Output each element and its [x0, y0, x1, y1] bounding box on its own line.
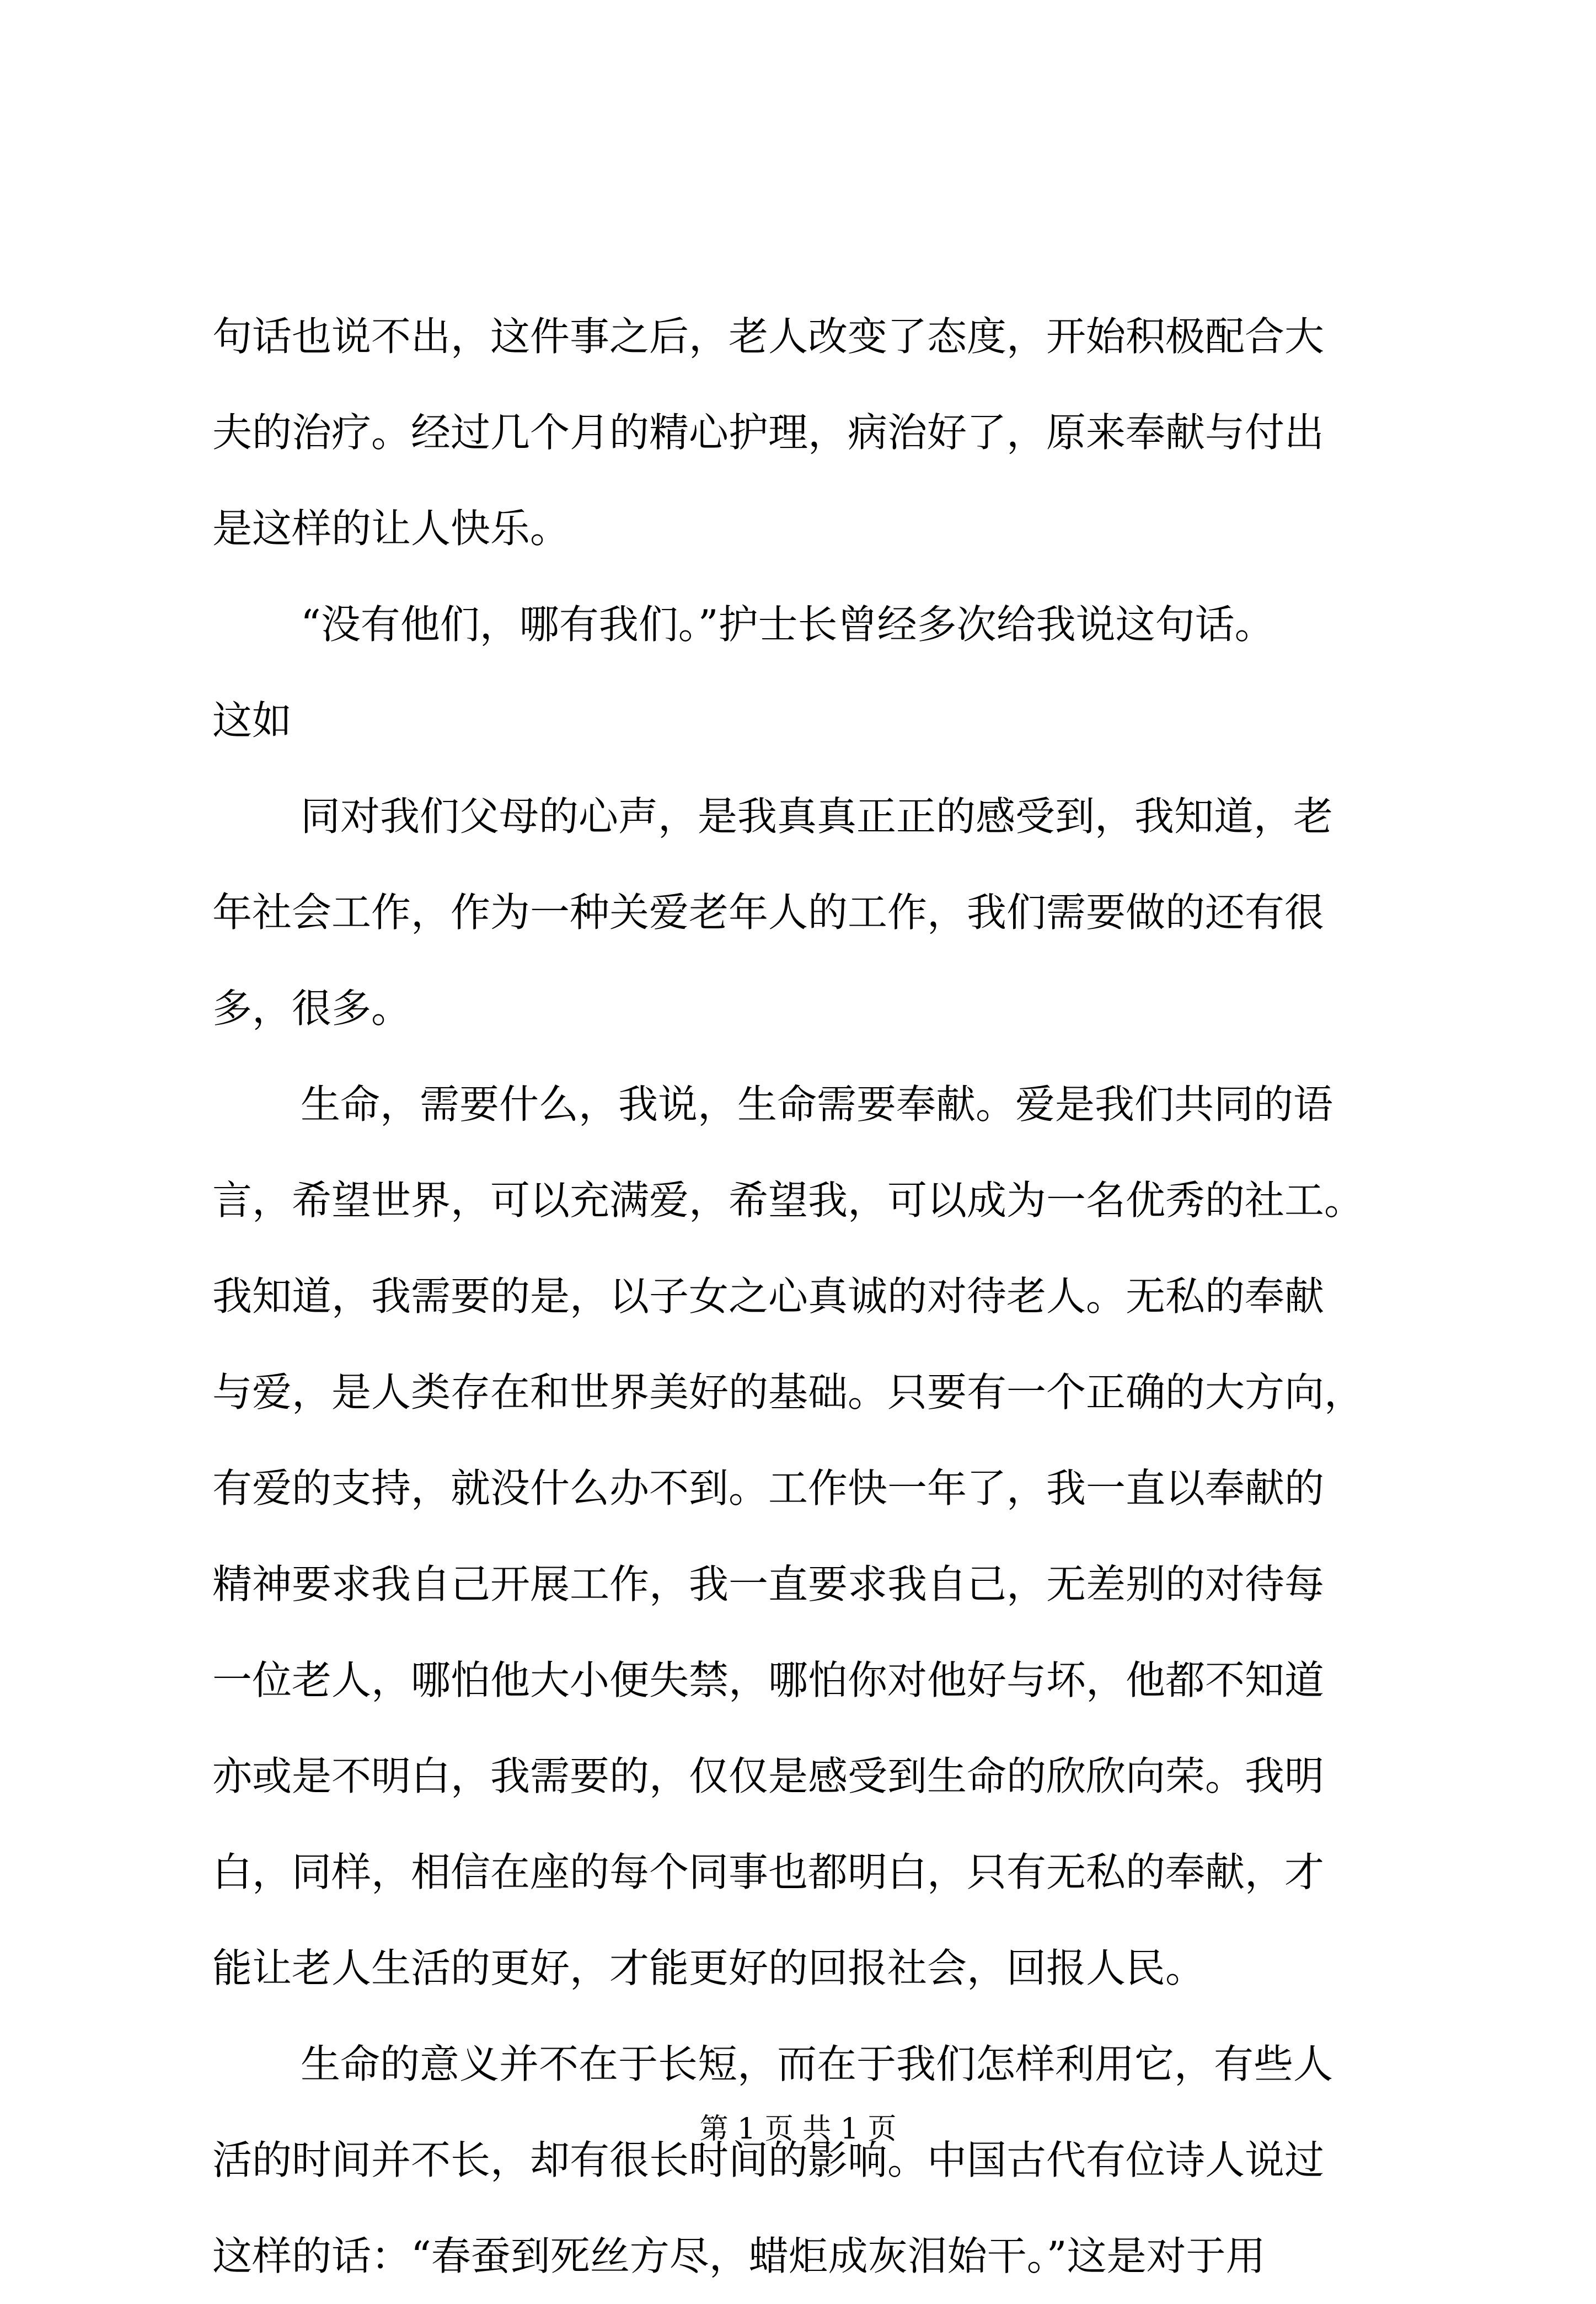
- text-line: 亦或是不明白，我需要的，仅仅是感受到生命的欣欣向荣。我明: [212, 1753, 1325, 1799]
- text-line: 同对我们父母的心声，是我真真正正的感受到，我知道，老: [301, 793, 1333, 840]
- text-line: 年社会工作，作为一种关爱老年人的工作，我们需要做的还有很: [212, 889, 1325, 936]
- text-line: 一位老人，哪怕他大小便失禁，哪怕你对他好与坏，他都不知道: [212, 1657, 1325, 1703]
- text-line: 我知道，我需要的是，以子女之心真诚的对待老人。无私的奉献: [212, 1273, 1325, 1319]
- text-line: 白，同样，相信在座的每个同事也都明白，只有无私的奉献，才: [212, 1849, 1325, 1895]
- text-line: 精神要求我自己开展工作，我一直要求我自己，无差别的对待每: [212, 1561, 1325, 1607]
- text-line: 能让老人生活的更好，才能更好的回报社会，回报人民。: [212, 1945, 1206, 1991]
- text-line: 句话也说不出，这件事之后，老人改变了态度，开始积极配合大: [212, 313, 1325, 360]
- page-footer: 第 1 页 共 1 页: [699, 2113, 897, 2146]
- text-line: 与爱，是人类存在和世界美好的基础。只要有一个正确的大方向，: [212, 1369, 1364, 1415]
- text-line: 言，希望世界，可以充满爱，希望我，可以成为一名优秀的社工。: [212, 1177, 1364, 1223]
- text-line: 这如: [212, 697, 292, 744]
- text-line: 生命，需要什么，我说，生命需要奉献。爱是我们共同的语: [301, 1081, 1333, 1127]
- text-line: 有爱的支持，就没什么办不到。工作快一年了，我一直以奉献的: [212, 1465, 1325, 1511]
- text-line: 这样的话：“春蚕到死丝方尽，蜡炬成灰泪始干。”这是对于用: [212, 2233, 1266, 2279]
- text-line: 是这样的让人快乐。: [212, 505, 570, 552]
- text-line: 活的时间并不长，却有很长时间的影响。中国古代有位诗人说过: [212, 2137, 1325, 2183]
- text-line: 生命的意义并不在于长短，而在于我们怎样利用它，有些人: [301, 2041, 1333, 2087]
- body-text: [212, 288, 1404, 2304]
- text-line: 夫的治疗。经过几个月的精心护理，病治好了，原来奉献与付出: [212, 409, 1325, 456]
- text-line: 多，很多。: [212, 985, 411, 1031]
- text-line: “没有他们，哪有我们。”护士长曾经多次给我说这句话。: [301, 601, 1274, 648]
